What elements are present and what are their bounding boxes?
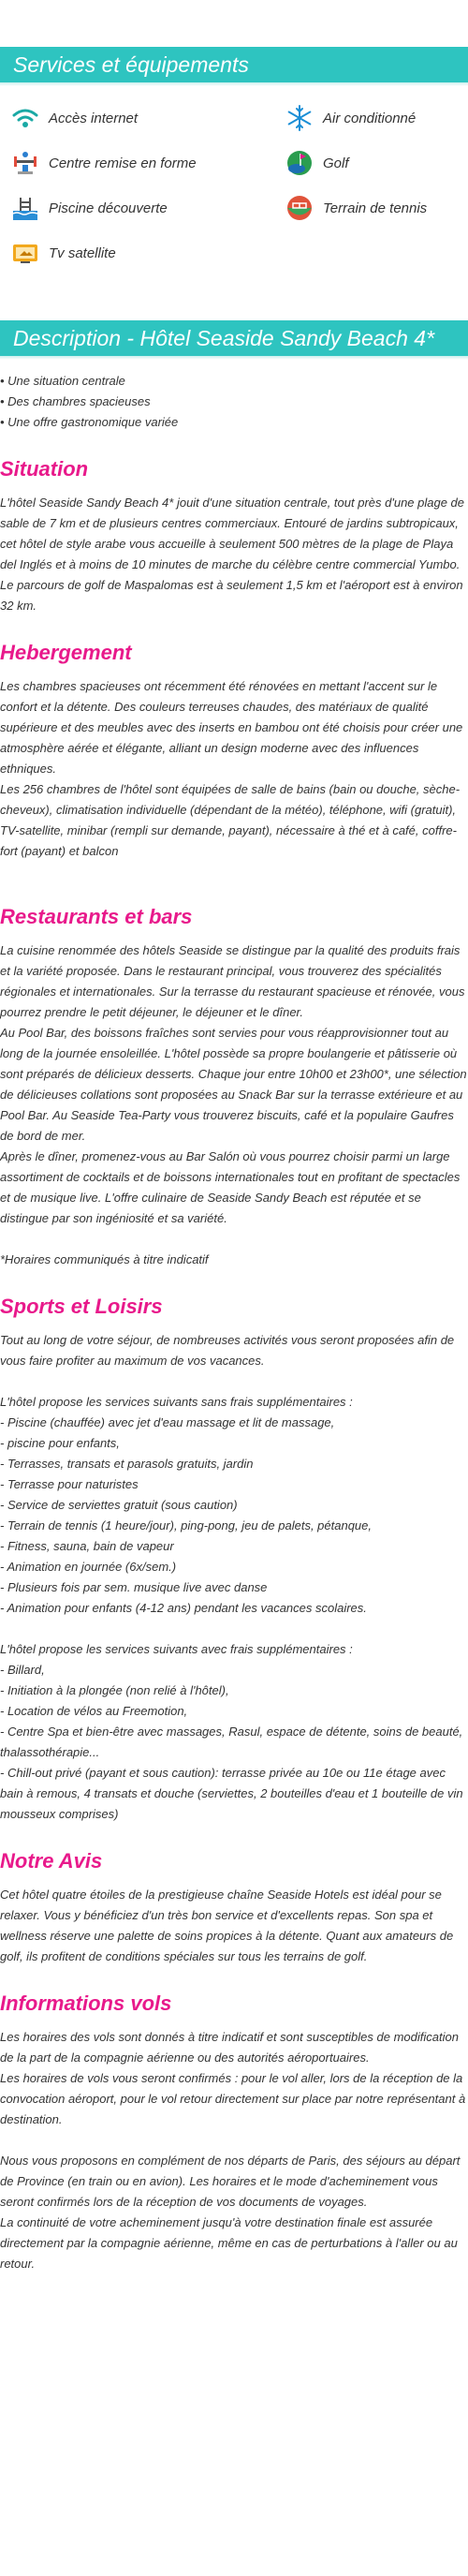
sports-paid-services: L'hôtel propose les services suivants avec frais supplémentaires : - Billard, - Initiation à la plongée (non relié à l'hôtel), - Location de vélos au Freemotion, - Centre Spa et bien-être avec massages, Rasul, espace de détente, soins de beauté, thalassothérapie... - Chill-out privé (payant et sous caution): terrasse privée au 10e ou 11e étage avec bain à remous, 4 transats et douche (serviettes, 2 bouteilles d'eau et 1 bouteille de vin mousseux comprises) (0, 1642, 463, 1821)
vols-heading: Informations vols (0, 1991, 172, 2015)
vols-text-2: Nous vous proposons en complément de nos départs de Paris, des séjours au départ de Province (en train ou en avion). Les horaires et le mode d'acheminement vous seront confirmés lors de la réception de vos documents de voyages. La continuité de votre acheminement jusqu'à votre destination finale est assurée directement par la compagnie aérienne, même en cas de perturbations à l'aller ou au retour. (0, 2154, 461, 2271)
list-item: • Des chambres spacieuses (0, 394, 151, 408)
service-pool (9, 185, 239, 230)
highlights-list (0, 371, 468, 433)
list-item: • Une situation centrale (0, 374, 125, 388)
hebergement-text: Les chambres spacieuses ont récemment été rénovées en mettant l'accent sur le confort et la détente. Des couleurs terreuses chaudes, des matériaux de qualité supérieure et des meubles avec des inserts en bambou ont été choisis pour créer une atmosphère aérée et élégante, alliant un design moderne avec des influences ethniques. Les 256 chambres de l'hôtel sont équipées de salle de bains (bain ou douche, sèche-cheveux), climatisation individuelle (dépendant de la météo), téléphone, wifi (gratuit), TV-satellite, minibar (rempli sur demande, payant), nécessaire à thé et à café, coffre-fort (payant) et balcon (0, 679, 463, 858)
sports-intro: Tout au long de votre séjour, de nombreuses activités vous seront proposées afin de vous faire profiter au maximum de vos vacances. (0, 1333, 455, 1368)
list-item: • Une offre gastronomique variée (0, 415, 179, 429)
services-banner: Services et équipements (0, 47, 468, 82)
snowflake-icon (284, 102, 315, 134)
description-section (0, 320, 468, 2274)
vols-text-1: Les horaires des vols sont donnés à titre indicatif et sont susceptibles de modification de la part de la compagnie aérienne ou des autorités aéroportuaires. Les horaires de vols vous seront confirmés : pour le vol aller, lors de la réception de la convocation aéroport, pour le vol retour directement sur place par notre représentant à destination. (0, 2030, 466, 2126)
service-label: Terrain de tennis (323, 200, 428, 216)
wifi-icon (9, 102, 41, 134)
services-section (0, 47, 468, 275)
service-label: Accès internet (49, 110, 139, 126)
restaurants-text: La cuisine renommée des hôtels Seaside se distingue par la qualité des produits frais et la variété proposée. Dans le restaurant principal, vous trouverez des spécialités régionales et internationales. Sur la terrasse du restaurant spacieuse et rénovée, vous pourrez prendre le petit déjeuner, le déjeuner et le dîner. Au Pool Bar, des boissons fraîches sont servies pour vous réapprovisionner tout au long de la journée ensoleillée. L'hôtel possède sa propre boulangerie et pâtisserie où sont préparés de délicieux desserts. Chaque jour entre 10h00 et 23h00*, une sélection de délicieuses collations sont proposées au Snack Bar sur la terrasse extérieure et au Pool Bar. Au Seaside Tea-Party vous trouverez biscuits, café et la populaire Gaufres de bord de mer. Après le dîner, promenez-vous au Bar Salón où vous pourrez choisir parmi un large assortiment de cocktails et de boissons internationales tout en profitant de spectacles et de musique live. L'offre culinaire de Seaside Sandy Beach est réputée et se distingue par son ingéniosité et sa variété. (0, 943, 467, 1225)
tv-icon (9, 237, 41, 269)
service-label: Centre remise en forme (49, 155, 197, 171)
service-air-conditioning (248, 96, 468, 141)
avis-heading: Notre Avis (0, 1849, 103, 1873)
hebergement-heading: Hebergement (0, 641, 132, 664)
situation-heading: Situation (0, 457, 89, 481)
service-fitness (9, 141, 239, 185)
service-label: Air conditionné (323, 110, 417, 126)
service-label: Piscine découverte (49, 200, 168, 216)
sports-free-services: L'hôtel propose les services suivants sans frais supplémentaires : - Piscine (chauffée) avec jet d'eau massage et lit de massage, - piscine pour enfants, - Terrasses, transats et parasols gratuits, jardin - Terrasse pour naturistes - Service de serviettes gratuit (sous caution) - Terrain de tennis (1 heure/jour), ping-pong, jeu de palets, pétanque, - Fitness, sauna, bain de vapeur - Animation en journée (6x/sem.) - Plusieurs fois par sem. musique live avec danse - Animation pour enfants (4-12 ans) pendant les vacances scolaires. (0, 1395, 373, 1615)
service-label: Tv satellite (49, 244, 116, 261)
pool-icon (9, 192, 41, 224)
restaurants-note: *Horaires communiqués à titre indicatif (0, 1252, 209, 1266)
description-banner: Description - Hôtel Seaside Sandy Beach 4* (0, 320, 468, 356)
service-label: Golf (323, 155, 349, 171)
restaurants-heading: Restaurants et bars (0, 905, 193, 928)
sports-heading: Sports et Loisirs (0, 1295, 163, 1318)
services-grid (0, 96, 468, 275)
situation-text: L'hôtel Seaside Sandy Beach 4* jouit d'une situation centrale, tout près d'une plage de sable de 7 km et de plusieurs centres commerciaux. Entouré de jardins subtropicaux, cet hôtel de style arabe vous accueille à seulement 500 mètres de la plage de Playa del Inglés et à moins de 10 minutes de marche du célèbre centre commercial Yumbo. Le parcours de golf de Maspalomas est à seulement 1,5 km et l'aéroport est à environ 32 km. (0, 496, 465, 613)
service-golf (248, 141, 468, 185)
tennis-icon (284, 192, 315, 224)
service-internet (9, 96, 239, 141)
service-tennis (248, 185, 468, 230)
service-tv (9, 230, 239, 275)
avis-text: Cet hôtel quatre étoiles de la prestigieuse chaîne Seaside Hotels est idéal pour se relaxer. Vous y bénéficiez d'un très bon service et d'excellents repas. Son spa et wellness réserve une palette de soins propices à la détente. Quant aux amateurs de golf, ils profitent de conditions spéciales sur tous les terrains de golf. (0, 1888, 454, 1963)
fitness-icon (9, 147, 41, 179)
golf-icon (284, 147, 315, 179)
